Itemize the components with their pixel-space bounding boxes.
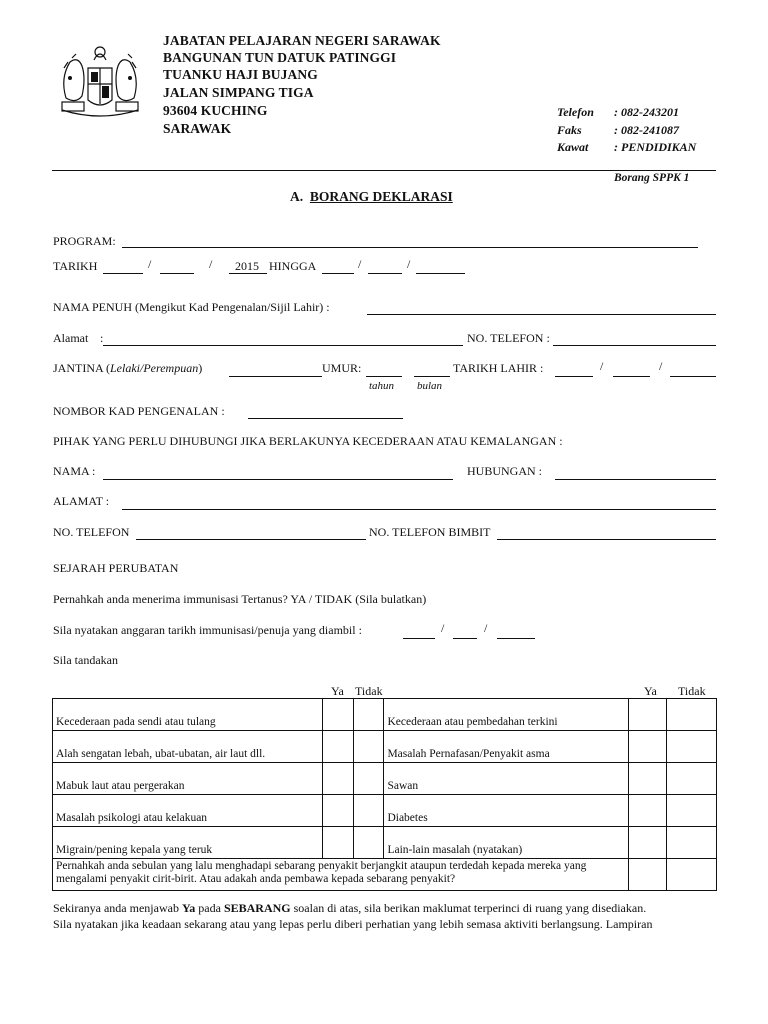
ya-checkbox[interactable]: [322, 699, 353, 731]
slash: /: [209, 257, 213, 271]
umur-bulan-field[interactable]: [414, 376, 450, 377]
no-telefon-field[interactable]: [553, 345, 716, 346]
condition-cell: Masalah psikologi atau kelakuan: [53, 795, 323, 827]
contact-value: : 082-243201: [614, 105, 679, 119]
slash: /: [484, 621, 488, 635]
header-line: 93604 KUCHING: [163, 103, 268, 118]
table-row: [53, 859, 717, 891]
tidak-checkbox[interactable]: [353, 827, 384, 859]
bulan-label: bulan: [417, 380, 443, 392]
contact-value: : PENDIDIKAN: [614, 140, 697, 154]
tidak-checkbox[interactable]: [353, 795, 384, 827]
tidak-checkbox[interactable]: [667, 827, 717, 859]
tahun-label: tahun: [369, 380, 395, 392]
coat-of-arms-emblem: [52, 38, 148, 124]
instructions-ya: Ya: [181, 901, 196, 915]
alamat-label: Alamat: [53, 331, 89, 345]
alamat2-field[interactable]: [122, 509, 716, 510]
form-title: [290, 189, 453, 205]
ya-checkbox[interactable]: [322, 763, 353, 795]
tidak-checkbox[interactable]: [667, 731, 717, 763]
ya-checkbox[interactable]: [629, 795, 667, 827]
contact-label: Faks: [557, 123, 582, 137]
ya-checkbox[interactable]: [322, 795, 353, 827]
ya-checkbox[interactable]: [629, 699, 667, 731]
borang-code: Borang SPPK 1: [614, 172, 690, 184]
tarikh-month-field[interactable]: [160, 273, 194, 274]
condition-cell: Diabetes: [384, 795, 629, 827]
condition-cell: Mabuk laut atau pergerakan: [53, 763, 323, 795]
anggaran-label: Sila nyatakan anggaran tarikh immunisasi/penuja yang diambil :: [53, 623, 362, 637]
tarikh-day-field[interactable]: [103, 273, 143, 274]
instructions-paragraph: [53, 900, 653, 932]
instructions-sebarang: SEBARANG: [223, 901, 291, 915]
program-field[interactable]: [122, 247, 698, 248]
tarikh-lahir-label: TARIKH LAHIR :: [453, 361, 544, 375]
alamat2-label: ALAMAT :: [53, 494, 110, 508]
col-tidak-left: Tidak: [355, 684, 383, 698]
condition-cell: Alah sengatan lebah, ubat-ubatan, air laut dll.: [53, 731, 323, 763]
ya-checkbox[interactable]: [322, 827, 353, 859]
ya-checkbox[interactable]: [629, 827, 667, 859]
pihak-label: PIHAK YANG PERLU DIHUBUNGI JIKA BERLAKUNYA KECEDERAAN ATAU KEMALANGAN :: [53, 434, 563, 448]
jantina-label-pre: JANTINA (: [53, 361, 110, 375]
tarikh-year-value: 2015: [235, 259, 259, 273]
nama-penuh-field[interactable]: [367, 314, 716, 315]
jantina-label-options: Lelaki/Perempuan: [110, 361, 199, 375]
tidak-checkbox[interactable]: [353, 699, 384, 731]
slash: /: [441, 621, 445, 635]
no-telefon2-field[interactable]: [136, 539, 366, 540]
instructions-text: pada: [195, 901, 224, 915]
tidak-checkbox[interactable]: [667, 795, 717, 827]
umur-label: UMUR:: [322, 361, 362, 375]
header-line: JABATAN PELAJARAN NEGERI SARAWAK: [163, 33, 441, 48]
contact-value: : 082-241087: [614, 123, 679, 137]
tidak-checkbox[interactable]: [667, 859, 717, 891]
title-text: BORANG DEKLARASI: [309, 189, 453, 204]
header-line: BANGUNAN TUN DATUK PATINGGI: [163, 50, 397, 65]
immunisasi-month-field[interactable]: [453, 638, 477, 639]
ya-checkbox[interactable]: [322, 731, 353, 763]
no-telefon-bimbit-field[interactable]: [497, 539, 716, 540]
ya-checkbox[interactable]: [629, 763, 667, 795]
condition-cell: Kecederaan pada sendi atau tulang: [53, 699, 323, 731]
no-telefon-label: NO. TELEFON :: [467, 331, 550, 345]
medical-history-table: [52, 698, 717, 891]
condition-cell: Kecederaan atau pembedahan terkini: [384, 699, 629, 731]
hingga-month-field[interactable]: [368, 273, 402, 274]
nama-label: NAMA :: [53, 464, 96, 478]
table-row: [53, 795, 717, 827]
lahir-year-field[interactable]: [670, 376, 716, 377]
tidak-checkbox[interactable]: [353, 731, 384, 763]
lahir-day-field[interactable]: [555, 376, 593, 377]
nombor-kp-label: NOMBOR KAD PENGENALAN :: [53, 404, 225, 418]
condition-cell: Lain-lain masalah (nyatakan): [384, 827, 629, 859]
program-label: PROGRAM:: [53, 234, 116, 248]
immunisasi-question: Pernahkah anda menerima immunisasi Tertanus? YA / TIDAK (Sila bulatkan): [53, 592, 427, 606]
table-row: [53, 827, 717, 859]
infectious-question-cell: Pernahkah anda sebulan yang lalu menghadapi sebarang penyakit berjangkit ataupun terdedah kepada mereka yang mengalami penyakit cirit-birit. Atau adakah anda pembawa kepada sebarang penyakit?: [53, 859, 629, 891]
col-ya-right: Ya: [644, 684, 657, 698]
slash: /: [358, 257, 362, 271]
no-telefon-bimbit-label: NO. TELEFON BIMBIT: [369, 525, 491, 539]
umur-tahun-field[interactable]: [366, 376, 402, 377]
alamat-field[interactable]: [103, 345, 463, 346]
hingga-day-field[interactable]: [322, 273, 354, 274]
tarikh-label: TARIKH: [53, 259, 98, 273]
no-telefon2-label: NO. TELEFON: [53, 525, 130, 539]
ya-checkbox[interactable]: [629, 731, 667, 763]
header-line: JALAN SIMPANG TIGA: [163, 85, 314, 100]
table-row: [53, 699, 717, 731]
nombor-kp-field[interactable]: [248, 418, 403, 419]
slash: /: [659, 359, 663, 373]
hingga-year-field[interactable]: [416, 273, 465, 274]
tidak-checkbox[interactable]: [353, 763, 384, 795]
tidak-checkbox[interactable]: [667, 699, 717, 731]
condition-cell: Sawan: [384, 763, 629, 795]
nama-penuh-label: NAMA PENUH (Mengikut Kad Pengenalan/Sijil Lahir) :: [53, 300, 330, 314]
jantina-label-post: ): [198, 361, 203, 375]
immunisasi-day-field[interactable]: [403, 638, 435, 639]
tidak-checkbox[interactable]: [667, 763, 717, 795]
condition-cell: Masalah Pernafasan/Penyakit asma: [384, 731, 629, 763]
immunisasi-year-field[interactable]: [497, 638, 535, 639]
slash: /: [407, 257, 411, 271]
hubungan-field[interactable]: [555, 479, 716, 480]
tandakan-label: Sila tandakan: [53, 653, 118, 667]
jantina-field[interactable]: [229, 376, 322, 377]
table-row: [53, 763, 717, 795]
title-prefix: A.: [290, 189, 304, 204]
slash: /: [148, 257, 152, 271]
condition-cell: Migrain/pening kepala yang teruk: [53, 827, 323, 859]
header-divider: [52, 170, 716, 171]
sejarah-label: SEJARAH PERUBATAN: [53, 561, 179, 575]
instructions-text: soalan di atas, sila berikan maklumat terperinci di ruang yang disediakan. Sila nyatakan jika keadaan sekarang atau yang lepas perlu diberi perhatian yang lebih semasa aktiviti berlangsung. Lampiran: [53, 901, 653, 931]
table-row: [53, 731, 717, 763]
hubungan-label: HUBUNGAN :: [467, 464, 542, 478]
col-tidak-right: Tidak: [678, 684, 706, 698]
slash: /: [600, 359, 604, 373]
colon: :: [100, 331, 104, 345]
lahir-month-field[interactable]: [613, 376, 650, 377]
contact-label: Telefon: [557, 105, 594, 119]
instructions-text: Sekiranya anda menjawab: [53, 901, 182, 915]
ya-checkbox[interactable]: [629, 859, 667, 891]
header-line: SARAWAK: [163, 121, 232, 136]
nama-field[interactable]: [103, 479, 453, 480]
jantina-label: [53, 361, 202, 376]
hingga-label: HINGGA: [269, 259, 317, 273]
col-ya-left: Ya: [331, 684, 344, 698]
contact-label: Kawat: [557, 140, 589, 154]
header-line: TUANKU HAJI BUJANG: [163, 67, 318, 82]
